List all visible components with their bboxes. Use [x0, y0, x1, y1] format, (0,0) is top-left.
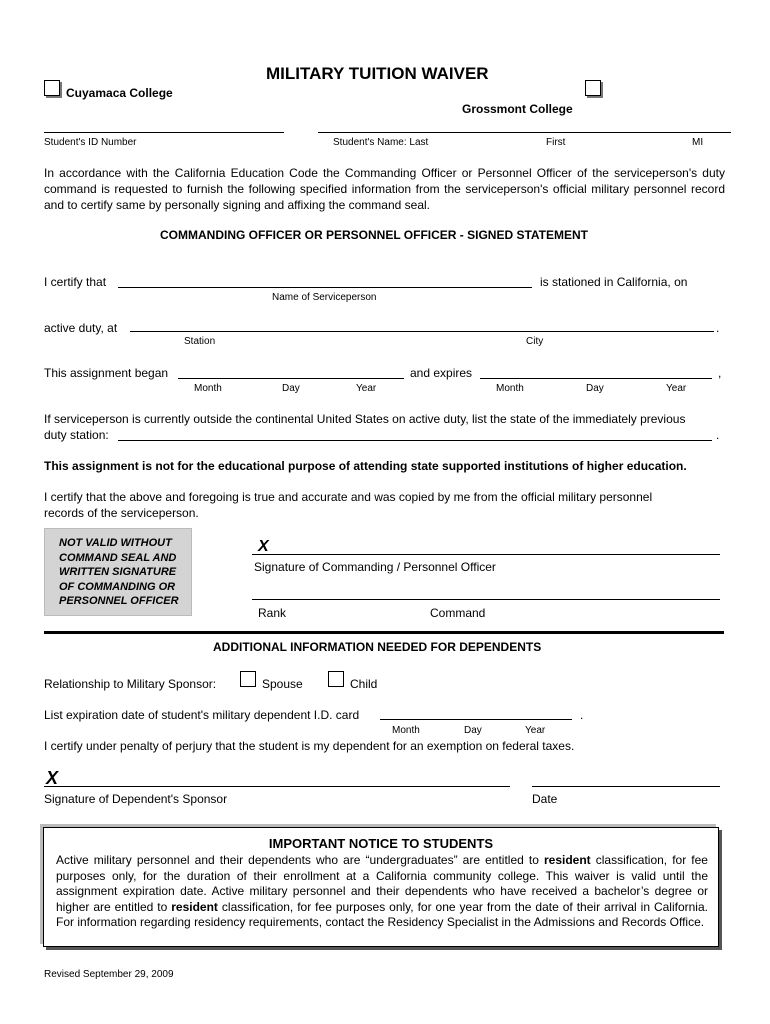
id-card-date-line[interactable] — [380, 719, 572, 720]
not-educational-statement: This assignment is not for the educational purpose of attending state supported institutions of higher education. — [44, 459, 687, 473]
resident-emphasis: resident — [543, 853, 591, 867]
seal-notice-line: WRITTEN SIGNATURE — [59, 566, 177, 578]
grossmont-checkbox[interactable] — [585, 80, 601, 96]
expires-label: and expires — [410, 366, 473, 380]
expires-date-line[interactable] — [480, 378, 712, 379]
revision-date: Revised September 29, 2009 — [44, 969, 174, 980]
notice-heading: IMPORTANT NOTICE TO STUDENTS — [268, 836, 494, 851]
began-year-caption: Year — [356, 383, 377, 394]
sponsor-date-line[interactable] — [532, 786, 720, 787]
seal-notice-line: NOT VALID WITHOUT — [59, 537, 172, 549]
seal-notice-line: PERSONNEL OFFICER — [59, 595, 179, 607]
id-card-month-caption: Month — [392, 725, 420, 736]
child-checkbox[interactable] — [328, 671, 344, 687]
intro-paragraph: In accordance with the California Education Code the Commanding Officer or Personnel Officer of the serviceperson's duty command is requested to furnish the following specified information from the serviceperson's official military personnel record and to certify same by personally signing and affixing the command seal. — [44, 166, 725, 212]
sponsor-signature-x: X — [46, 768, 59, 788]
command-caption: Command — [430, 606, 486, 620]
student-id-line[interactable] — [44, 132, 284, 133]
resident-emphasis: resident — [171, 899, 218, 914]
cuyamaca-label: Cuyamaca College — [66, 86, 173, 100]
serviceperson-name-line[interactable] — [118, 287, 532, 288]
spouse-label: Spouse — [262, 677, 303, 691]
notice-text: classification, for fee purposes only, for the duration of their enrollment at a California community college. This waiver is valid until the assignment expiration date. Active military personnel and their dependents who have received a bachelor’s degree or higher are entitled to — [56, 853, 708, 914]
outside-us-line1: If serviceperson is currently outside the continental United States on active duty, list the state of the immediately previous — [44, 412, 686, 426]
id-card-day-caption: Day — [464, 725, 482, 736]
first-name-caption: First — [546, 137, 566, 148]
began-day-caption: Day — [282, 383, 300, 394]
cuyamaca-checkbox[interactable] — [44, 80, 60, 96]
student-id-caption: Student's ID Number — [44, 137, 137, 148]
last-name-caption: Student's Name: Last — [333, 137, 429, 148]
child-label: Child — [350, 677, 378, 691]
sponsor-signature-caption: Signature of Dependent's Sponsor — [44, 792, 228, 806]
officer-signature-caption: Signature of Commanding / Personnel Officer — [254, 560, 496, 574]
rank-caption: Rank — [258, 606, 287, 620]
sponsor-signature-line[interactable] — [44, 786, 510, 787]
station-caption: Station — [184, 336, 216, 347]
dependents-heading: ADDITIONAL INFORMATION NEEDED FOR DEPENDENTS — [213, 640, 542, 654]
section-divider — [44, 631, 724, 634]
expires-comma: , — [718, 366, 722, 380]
outside-us-line2: duty station: — [44, 428, 109, 442]
expires-month-caption: Month — [496, 383, 524, 394]
id-card-period: . — [580, 708, 584, 722]
notice-text: classification, for fee purposes only, for one year from the date of their arrival in California. For information regarding residency requirements, contact the Residency Specialist in the Admissions and Records Office. — [56, 899, 708, 929]
began-date-line[interactable] — [178, 378, 404, 379]
notice-text: Active military personnel and their dependents who are “undergraduates” are entitled to — [56, 853, 544, 867]
seal-notice-line: COMMAND SEAL AND — [59, 551, 177, 564]
certify-suffix: is stationed in California, on — [540, 275, 688, 289]
officer-signature-line[interactable] — [252, 554, 720, 555]
assignment-began-label: This assignment began — [44, 366, 169, 380]
began-month-caption: Month — [194, 383, 222, 394]
page-title: MILITARY TUITION WAIVER — [266, 64, 489, 83]
city-caption: City — [526, 336, 544, 347]
student-name-line[interactable] — [318, 132, 731, 133]
perjury-statement: I certify under penalty of perjury that the student is my dependent for an exemption on federal taxes. — [44, 739, 575, 753]
rank-command-line[interactable] — [252, 599, 720, 600]
id-card-year-caption: Year — [525, 725, 546, 736]
certify-true-statement: I certify that the above and foregoing is true and accurate and was copied by me from the official military personnel records of the serviceperson. — [44, 490, 653, 520]
notice-body — [56, 853, 708, 931]
sponsor-date-caption: Date — [532, 792, 558, 806]
id-card-label: List expiration date of student's military dependent I.D. card — [44, 708, 360, 722]
important-notice-box — [43, 827, 719, 947]
certify-prefix: I certify that — [44, 275, 107, 289]
active-duty-period: . — [716, 321, 720, 335]
relationship-label: Relationship to Military Sponsor: — [44, 677, 217, 691]
statement-heading: COMMANDING OFFICER OR PERSONNEL OFFICER - SIGNED STATEMENT — [160, 228, 589, 242]
spouse-checkbox[interactable] — [240, 671, 256, 687]
outside-period: . — [716, 428, 720, 442]
mi-caption: MI — [692, 137, 704, 148]
seal-notice-line: OF COMMANDING OR — [59, 580, 176, 593]
station-city-line[interactable] — [130, 331, 714, 332]
seal-notice — [59, 536, 179, 609]
command-seal-area — [44, 528, 192, 616]
grossmont-label: Grossmont College — [462, 102, 573, 116]
officer-signature-x: X — [258, 538, 269, 555]
expires-day-caption: Day — [586, 383, 604, 394]
active-duty-label: active duty, at — [44, 321, 118, 335]
previous-station-line[interactable] — [118, 440, 712, 441]
expires-year-caption: Year — [666, 383, 687, 394]
name-caption: Name of Serviceperson — [272, 292, 377, 303]
